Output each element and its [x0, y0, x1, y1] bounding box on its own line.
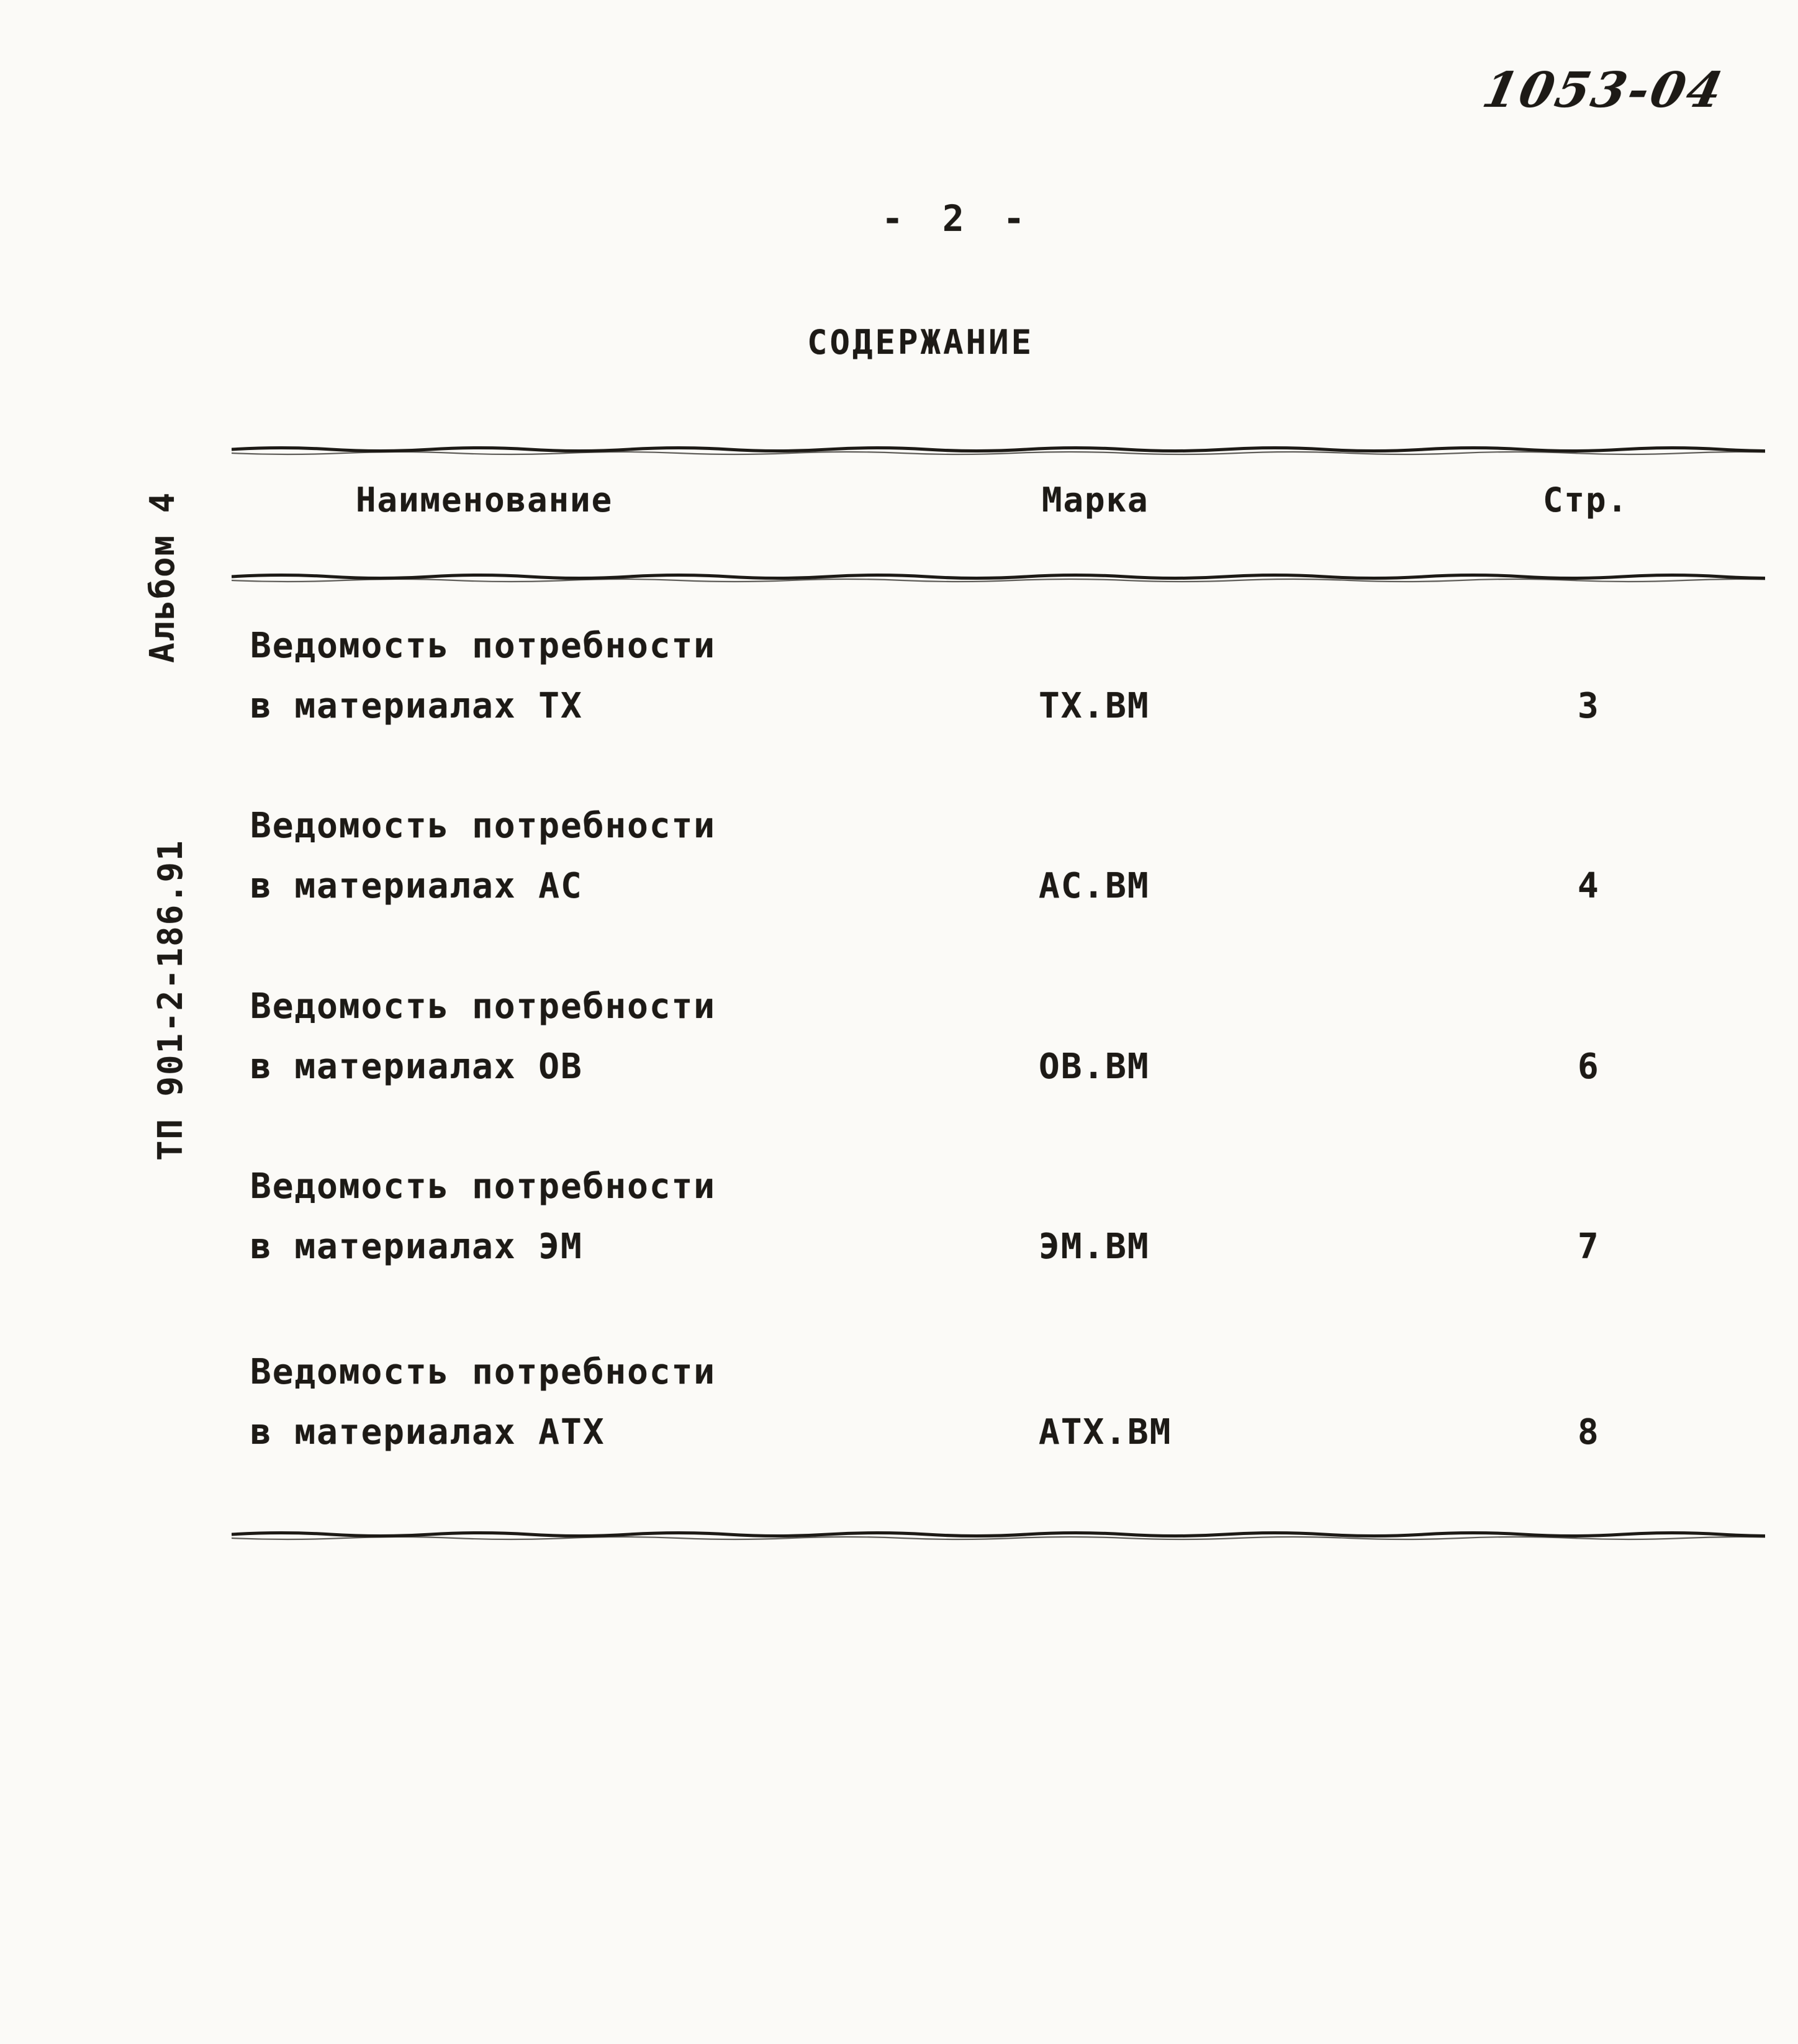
- row-page: 4: [1578, 866, 1600, 906]
- row-name: [250, 1342, 716, 1462]
- contents-title: СОДЕРЖАНИЕ: [807, 323, 1034, 362]
- column-header-name: Наименование: [356, 480, 613, 520]
- sidebar-album-label: Альбом 4: [143, 491, 182, 663]
- table-row: [232, 616, 1765, 759]
- row-page: 7: [1578, 1227, 1600, 1267]
- table-rule-header: [232, 572, 1765, 583]
- row-mark: ЭМ.ВМ: [1039, 1227, 1150, 1267]
- table-row: [232, 976, 1765, 1119]
- row-name-line1: Ведомость потребности: [250, 806, 716, 846]
- page-number: - 2 -: [882, 197, 1034, 240]
- table-rule-bottom: [232, 1529, 1765, 1541]
- row-page: 3: [1578, 686, 1600, 726]
- row-name-line2: в материалах АС: [250, 866, 583, 906]
- row-name-line1: Ведомость потребности: [250, 1166, 716, 1207]
- row-name-line1: Ведомость потребности: [250, 1352, 716, 1392]
- row-name-line1: Ведомость потребности: [250, 626, 716, 666]
- handwritten-number: 1053-04: [1478, 62, 1730, 119]
- column-header-page: Стр.: [1543, 480, 1629, 520]
- table-row: [232, 1156, 1765, 1299]
- row-name-line2: в материалах ТХ: [250, 686, 583, 726]
- row-page: 6: [1578, 1047, 1600, 1087]
- row-name-line2: в материалах АТХ: [250, 1412, 605, 1452]
- row-name: [250, 616, 716, 736]
- row-name: [250, 976, 716, 1097]
- row-mark: ТХ.ВМ: [1039, 686, 1150, 726]
- row-name-line2: в материалах ЭМ: [250, 1227, 583, 1267]
- row-name: [250, 796, 716, 916]
- row-page: 8: [1578, 1412, 1600, 1452]
- row-mark: ОВ.ВМ: [1039, 1047, 1150, 1087]
- row-mark: АТХ.ВМ: [1039, 1412, 1172, 1452]
- row-name: [250, 1156, 716, 1277]
- table-row: [232, 796, 1765, 939]
- column-header-mark: Марка: [1042, 480, 1149, 520]
- row-mark: АС.ВМ: [1039, 866, 1150, 906]
- table-row: [232, 1342, 1765, 1485]
- row-name-line1: Ведомость потребности: [250, 986, 716, 1027]
- contents-table: [232, 444, 1765, 1556]
- table-rule-top: [232, 444, 1765, 456]
- sidebar-document-code: ТП 901-2-186.91: [151, 839, 190, 1161]
- row-name-line2: в материалах ОВ: [250, 1047, 583, 1087]
